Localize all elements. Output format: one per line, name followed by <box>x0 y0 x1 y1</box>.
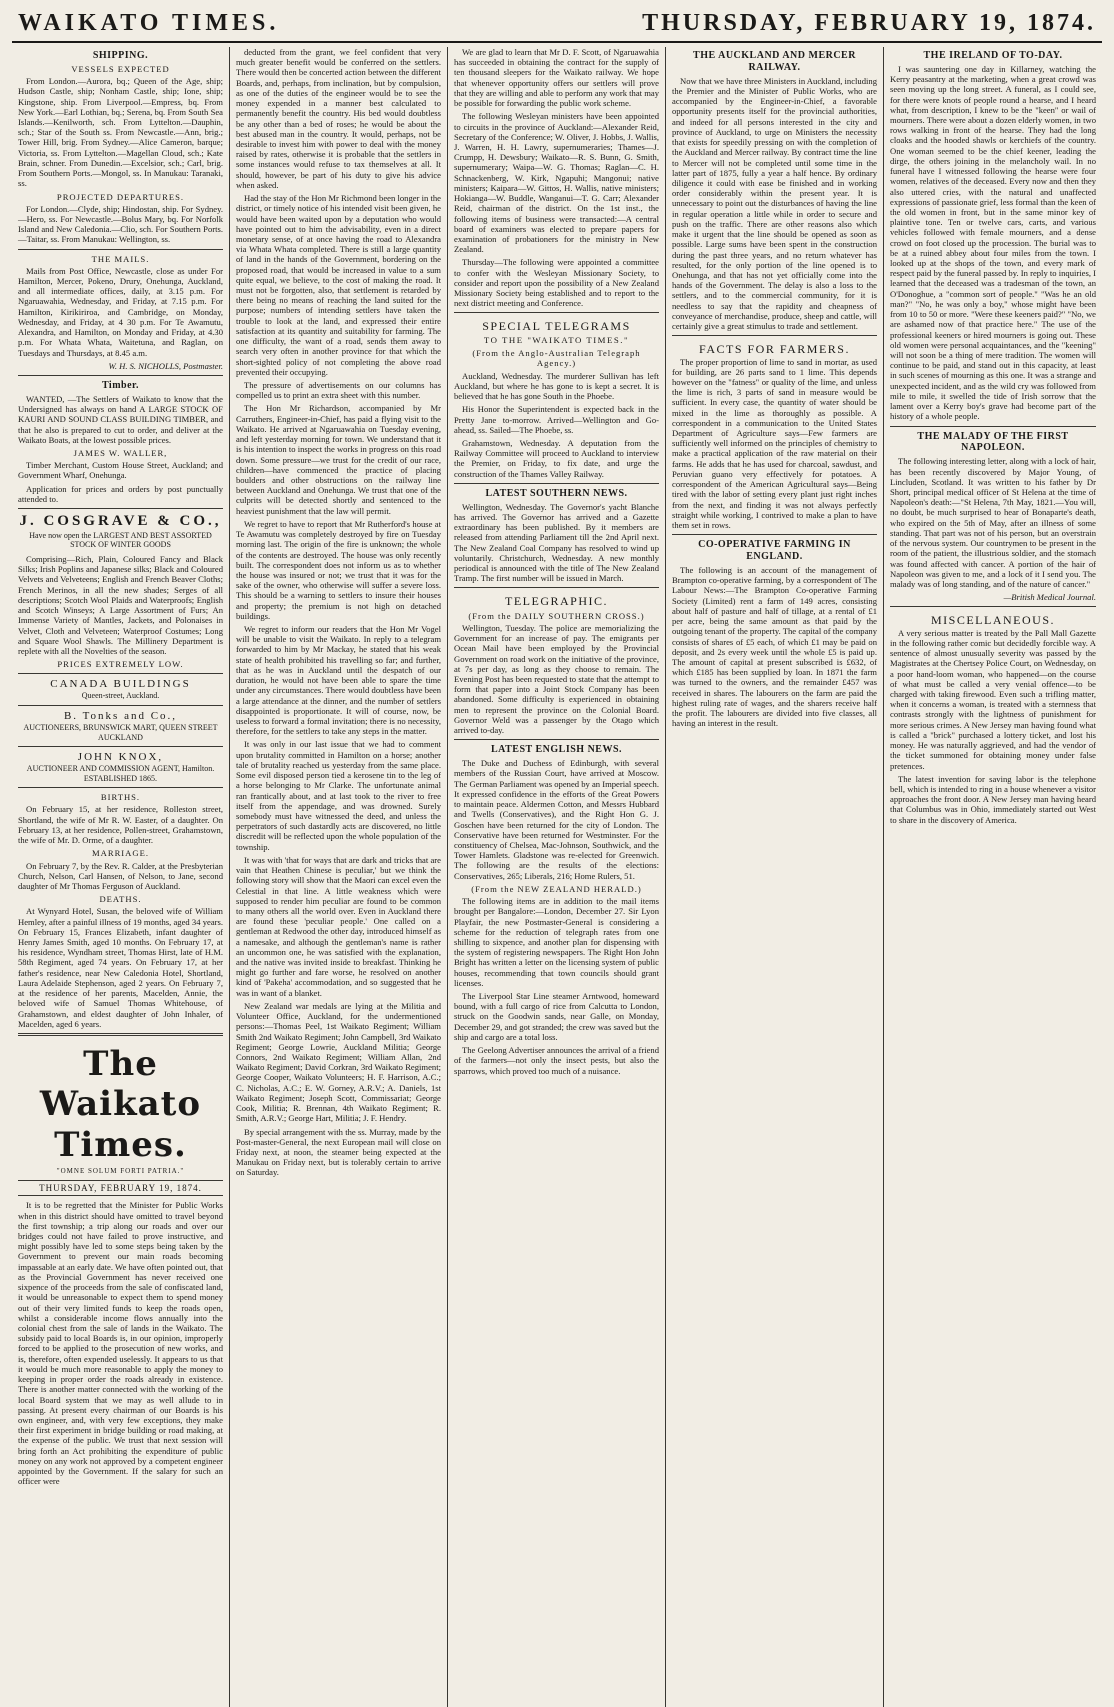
miscellaneous-heading: MISCELLANEOUS. <box>930 613 1055 628</box>
column-5 <box>884 47 1102 1707</box>
steamer-paragraph: The Liverpool Star Line steamer Arntwood, homeward bound, with a full cargo of rice from Calcutta to London, struck on the Goodwin sands, near Galle, on Monday, December 29, and got stranded; the crew was saved but the ship and cargo are a total loss. <box>454 991 659 1042</box>
missionary-paragraph: Thursday—The following were appointed a committee to confer with the Wesleyan Missionary Society, to consider and report upon the possibility of a New Zealand Missionary Society being established and to report to the next district meeting and Conference. <box>454 257 659 309</box>
richmond-paragraph: Had the stay of the Hon Mr Richmond been longer in the district, or timely notice of his intended visit been given, he would have been waited upon by a deputation who would have pointed out to him the advisability, even in a direct monetary sense, of at once having the road to Alexandra via Whata Whata completed. There is still a large quantity of land in the hands of the Government, bordering on the proposed road, that would be increased in value to a sum quite equal, we believe, to the cost of making the road. It must not be forgotten, also, that settlement is retarded by there being no means of reaching the land suited for the purpose; numbers of intending settlers have taken the trouble to look at the land, and expressed their entire satisfaction at its quantity and suitability for farming. The one difficulty, the want of a road, sends them away to search very often in another province for that which the short-sighted policy of not completing the above road prevented their occupying. <box>236 193 441 377</box>
deaths-text: At Wynyard Hotel, Susan, the beloved wife of William Hemley, after a painful illness of 19 months, aged 34 years. On February 15, Frances Elizabeth, infant daughter of Henry James Smith, aged 10 months. On February 17, at his residence, Wyndham street, Thomas Hirst, late of H.M. 58th Regiment, aged 74 years. On February 17, at her father's residence, near New Caledonia Hotel, Shortland, Laura Adelaide Stephenson, aged 2 years. On February 7, at the residence of her parents, Macelden, Annie, the beloved wife of Samuel Thomas Whitehouse, of Grahamstown, and eldest daughter of John Inhaler, of Macelden, aged 6 years. <box>18 906 223 1029</box>
column-2 <box>230 47 448 1707</box>
ireland-heading: THE IRELAND OF TO-DAY. <box>923 50 1063 61</box>
knox-established: ESTABLISHED 1865. <box>83 773 158 783</box>
births-text: On February 15, at her residence, Rolleston street, Shortland, the wife of Mr R. W. Easter, of a daughter. On February 13, at her residence, Pollen-street, Grahamstown, the wife of Mr. D. Orme, of a daughter. <box>18 804 223 846</box>
timber-address: Timber Merchant, Custom House Street, Auckland; and Government Wharf, Onehunga. <box>18 460 223 481</box>
vessels-expected-heading: VESSELS EXPECTED <box>71 63 170 74</box>
war-medals-paragraph: New Zealand war medals are lying at the Militia and Volunteer Office, Auckland, for the undermentioned persons:—Thomas Peel, 1st Waikato Regiment; William Smith 2nd Waikato Regiment; John Campbell, 3rd Waikato Regiment; George Lowrie, Auckland Militia; George Connors, 2nd Waikato Regiment; William Allan, 2nd Waikato Regiment; David Corkran, 3rd Waikato Regiment; George Cooper, Waikato Volunteers; H. F. Harrison, A.C.; C. Nicholas, A.C.; E. W. Gorney, A.R.V.; A. Daniels, 1st Waikato Regiment; Joseph Scott, Commissariat; George Cook, Militia; R. Brennan, 4th Waikato Regiment; R. Smith, A.R.V.; George Hart, Militia; J. F. Hendry. <box>236 1000 441 1124</box>
knox-name: JOHN KNOX, <box>77 751 164 764</box>
special-telegrams-text-c: Grahamstown, Wednesday. A deputation from the Railway Committee will proceed to Auckland to interview the Premier, on Friday, to fix date, and urge the construction of the Thames Valley Railway. <box>454 437 659 479</box>
latest-southern-news-text: Wellington, Wednesday. The Governor's yacht Blanche has arrived. The Governor has arrived and a Gazette extraordinary has been published. By it members are released from attending Parliament till the 2nd April next. The New Zealand Coal Company has resolved to wind up voluntarily. Christchurch, Wednesday. A new monthly periodical is announced with the title of The New Zealand Tramp. The first number will be issued in March. <box>454 501 659 584</box>
knox-sub: AUCTIONEER AND COMMISSION AGENT, Hamilton. <box>26 764 215 774</box>
miscellaneous-text-b: The latest invention for saving labor is the telephone bell, which is intended to ring in a house whenever a visitor approaches the front door. A New Jersey man having heard that Columbus was in Ohio, immediately started out West to share in the discovery of America. <box>890 773 1096 825</box>
maori-story-paragraph: It was with 'that for ways that are dark and tricks that are vain that Heathen Chinese is peculiar,' but we think the following story will show that the Maori can excel even the Celestial in that line. A little weakness which were supposed to render him peculiar are found to be common to many others all the world over. Even in Auckland there are found these 'peculiar people.' One called on a gentleman at Redwood the other day, introduced himself as a namesake, and although the gentleman's name is rather an uncommon one, he was satisfied with the explanation, and the native was invited inside to breakfast. Thinking he might go further and fare worse, he resolved on another kind of 'Pakeha' accommodation, and so suggested that he was in want of a blanket. <box>236 854 441 998</box>
vessels-expected-text: From London.—Aurora, bq.; Queen of the Age, ship; Hudson Castle, ship; Nonham Castle, ship; Ione, ship; Kingstone, ship. From Liverpool.—Empress, bq. From New York.—Earl Lothian, bq.; Serena, bq. From South Sea Islands.—Kenilworth, sch. From Lyttelton.—Dauphin, sch.; Star of the South ss. From Newcastle.—Ann, brig.; Tower Hill, brig. From Sydney.—Alice Cameron, barque; Victoria, ss. From Lyttelton.—Magellan Cloud, sch.; Kate Brain, schner. From Dunedin.—Excelsior, sch.; Carl, brig. From Southern Ports.—Mongol, ss. In Manukau: Taranaki, ss. <box>18 76 223 189</box>
special-telegrams-heading: SPECIAL TELEGRAMS <box>482 319 631 334</box>
nz-herald-source: (From the NEW ZEALAND HERALD.) <box>471 883 642 894</box>
column-1 <box>12 47 230 1707</box>
cosgrave-note: PRICES EXTREMELY LOW. <box>57 659 184 670</box>
canada-sub: Queen-street, Auckland. <box>81 691 160 701</box>
railway-text: Now that we have three Ministers in Auckland, including the Premier and the Minister of Public Works, who are accompanied by the Engineer-in-Chief, a favorable opportunity presents itself for the provincial authorities, and indeed for all persons interested in the city and province of Auckland, to urge on Ministers the necessity that exists for speedily pressing on with the completion of the Auckland and Mercer railway. By contract time the line to Mercer will not be completed until some time in the latter part of 1875, fully a year a half hence. By ordinary diligence it could with ease be finished and in working order considerably within the present year. It is unnecessary to point out the disturbances of having the line in regular operation a little while in order to secure and push on the traffic. There are other reasons also which make it urgent that the line should be opened as soon as possible. Large sums have been spent in the construction during the past three years, and no return whatever has resulted, for the only portion of the line opened is to Onehunga, and that has not yet officially come into the hands of the Government. The delay is also a loss to the settlers, and to the commercial community, for it is needless to say that the rapidity and cheapness of conveyance of merchandise, produce, sheep and cattle, will certainly give a great stimulus to trade and settlement. <box>672 75 877 332</box>
facts-for-farmers-text: The proper proportion of lime to sand in mortar, as used for building, are 26 parts sand to 1 lime. This depends however on the "fatness" or quality of the lime, and unless the lime is rich, 3 parts of sand in measure would be sufficient. In every case, the quantity of water should be mixed in the lime as thoroughly as possible. A correspondent in a communication to the United States Department of Agriculture says—Few farmers are sufficiently well informed on the principles of chemistry to make a practical application of the raw material on their farms. He adds that he has used for charcoal, sawdust, and Peruvian guano very effectively for potatoes. A correspondent of the American Agricultural says—Being tired with the labor of setting every plant just right inches from the next, and finding it was not always perfectly straight while working, I contrived to make a plan to have them set in rows. <box>672 356 877 531</box>
editorial-dateline: THURSDAY, FEBRUARY 19, 1874. <box>18 1180 223 1197</box>
extra-sheet-note: The pressure of advertisements on our columns has compelled us to print an extra sheet with this number. <box>236 380 441 401</box>
latest-southern-news-heading: LATEST SOUTHERN NEWS. <box>485 487 628 499</box>
canada-ad <box>18 678 223 701</box>
shipping-heading: SHIPPING. <box>92 50 149 61</box>
marriage-text: On February 7, by the Rev. R. Calder, at the Presbyterian Church, Nelson, Carl Hansen, of Nelson, to Jane, second daughter of Mr Thomas Ferguson of Auckland. <box>18 860 223 891</box>
richardson-visit-paragraph: The Hon Mr Richardson, accompanied by Mr Carruthers, Engineer-in-Chief, has paid a flying visit to the Waikato. He arrived at Ngaruawahia on Tuesday evening, and left yesterday morning for town. We understand that it is his intention to inspect the works in progress on this road down. Some pressure—we trust for the credit of our race, children—have commenced the practice of placing boulders and other obstructions on the railway line between Auckland and Onehunga. We trust that one of the culprits will be detected shortly and sentenced to the heaviest punishment that the law will permit. <box>236 403 441 516</box>
knox-ad <box>18 751 223 783</box>
special-telegrams-source: (From the Anglo-Australian Telegraph Agency.) <box>472 348 641 369</box>
column-3 <box>448 47 666 1707</box>
mail-paragraph: By special arrangement with the ss. Murray, made by the Post-master-General, the next European mail will close on Friday next, at noon, the steamer being expected at the Manukau on Friday next, but is tolerably certain to arrive on Saturday. <box>236 1126 441 1178</box>
special-telegrams-text-b: His Honor the Superintendent is expected back in the Pretty Jane to-morrow. Arrived—Wellington and Go-ahead, ss. Sailed—The Phoebe, ss. <box>454 404 659 435</box>
newspaper-nameplate: The Waikato Times. <box>39 1044 202 1165</box>
marriage-heading: MARRIAGE. <box>92 848 149 859</box>
cosgrave-sub: Have now open the LARGEST AND BEST ASSORTED STOCK OF WINTER GOODS <box>29 530 212 550</box>
timber-note: Application for prices and orders by post punctually attended to. <box>18 483 223 504</box>
latest-english-news-heading: LATEST ENGLISH NEWS. <box>490 744 623 756</box>
deaths-heading: DEATHS. <box>99 894 142 905</box>
latest-english-news-text: The Duke and Duchess of Edinburgh, with several members of the Russian Court, have arrived at Moscow. The German Parliament was opened by an Imperial speech. It expressed confidence in the efforts of the Great Powers to maintain peace. Aldermen Cotton, and Messrs Hubbard and Twells (Conservatives), and the Right Hon G. J. Goschen have been returned for the city of London. The Conservative have been returned for Westminster. For the constituency of Chelsea, Mac-Johnson, Southwick, and the Tower Hamlets. Gladstone was re-elected for Greenwich. The following are the results of the elections: Conservatives, 265; Liberals, 216; Home Rulers, 51. <box>454 758 659 881</box>
timber-text: WANTED, —The Settlers of Waikato to know that the Undersigned has always on hand A LARGE STOCK OF KAURI AND SOUND CLASS BUILDING TIMBER, and that he also is prepared to cut to order, and deliver at the Waikato Boats, at the lowest possible prices. <box>18 393 223 445</box>
tonks-ad <box>18 710 223 742</box>
masthead <box>12 10 1102 43</box>
cosgrave-text: Comprising—Rich, Plain, Coloured Fancy and Black Silks; Irish Poplins and Japanese silks; Black and Coloured Velvets and Velveteens; English and French Beaver Cloths; French Merinos, in all the new shades; Serges of all descriptions; Scotch Wool Plaids and Waterproofs; English and Scotch Winseys; A Large Assortment of Furs; An Immense Variety of Mantles, Jackets, and Polonaises in Velvet, Cloth and Velveteen; Waterproof Costumes; Long and Square Wool Shawls. The Millinery Department is replete with all the Novelties of the season. <box>18 553 223 656</box>
newspaper-motto: "OMNE SOLUM FORTI PATRIA." <box>56 1167 185 1176</box>
special-telegrams-subheading: TO THE "WAIKATO TIMES." <box>483 334 630 345</box>
projected-departures-text: For London.—Clyde, ship; Hindostan, ship. For Sydney.—Hero, ss. For Newcastle.—Bolus Mary, bq. For Norfolk Island and New Caledonia.—Clio, sch. For Southern Ports.—Taitar, ss. From Manukau: Wellington, ss. <box>18 203 223 245</box>
mails-heading: THE MAILS. <box>91 253 150 264</box>
projected-departures-heading: PROJECTED DEPARTURES. <box>56 191 185 202</box>
fire-paragraph: We regret to have to report that Mr Rutherford's house at Te Awamutu was completely destroyed by fire on Tuesday morning last. The origin of the fire is unknown; the whole of the contents are destroyed. The house was only recently built. The correspondent does not inform us as to whether the house was insured or not; we trust that it was for the sake of the owner, who otherwise will suffer a severe loss. This should be a warning to settlers to insure their houses and property; the premium is not high on detached buildings. <box>236 518 441 621</box>
special-telegrams-text-a: Auckland, Wednesday. The murderer Sullivan has left Auckland, but where he has gone to is kept a secret. It is believed that he has gone South in the Phoebe. <box>454 370 659 402</box>
napoleon-source: —British Medical Journal. <box>1003 592 1096 603</box>
miscellaneous-text: A very serious matter is treated by the Pall Mall Gazette in the following rather comic but decidedly forcible way. A sentence of almost unusually severity was passed by the Magistrates at the Chertsey Police Court, on Wednesday, on a poor hand-loom woman, who happened—on the course of what must be called a very venial offence—to be charged with taking firewood. Even such a trifling matter, when it concerns a woman, is treated with a sternness that contrasts strongly with the lightness of punishment for more serious crimes. A New Jersey man having found what is called a "brick" purchased a lottery ticket, and lost his money. He was naturally aggrieved, and had the vendor of the ticket summoned for obtaining money under false pretences. <box>890 627 1096 771</box>
cooperative-farming-text: The following is an account of the management of Brampton co-operative farming, by a correspondent of The Labour News:—The Brampton Co-operative Farming Society (Limited) rent a farm of 149 acres, consisting about half of pasture and half of tillage, at a rental of £1 per acre, being the same amount as that paid by the outgoing tenant of the property. The capital of the company consists of shares of £5 each, of which £1 may be paid on deposit, and 2s every week until the whole £5 is paid up. The amount of capital at present subscribed is £632, of which £185 has been supplied by loan. In 1871 the farm was turned to the owners, and the remainder £457 was received in shares. The labourers on the farm are paid the highest ruling rate of wages, and the sharers receive half the profit. The labourers are divided into five classes, all having an interest in the result. <box>672 565 877 729</box>
editorial-text: It is to be regretted that the Minister for Public Works when in this district should have omitted to travel beyond the first township; a trip along our roads and over our bridges could not have failed to prove instructive, and might possibly have led to some steps being taken by the Government to prevent our main roads becoming impassable at an early date. We have often pointed out, that as the Provincial Government has never received one sixpence of the proceeds from the sale of confiscated land, it would be unreasonable to expect them to spend money out of their very limited funds to keep the roads open, whilst a considerable income flows annually into the colonial chest from the sale of lands in the Waikato. The subsidy paid to local Boards is, in our opinion, improperly forced to be applied to the prosecution of new works, and is, therefore, often expended uselessly. It appears to us that it would be much more reasonable to apply the money to keeping in proper order the roads already in existence. There is another matter connected with the working of the local Board system that we may as well allude to in passing. At present every chairman of our Boards is his own engineer, and, with very few exceptions, they make their first experiment in bridge building or road making, at the expense of the public. We trust that next session will bring forth an Act prohibiting the expenditure of public money on any work not approved by a competent engineer appointed by the Government. If the salary for such an officer were <box>18 1200 223 1487</box>
masthead-title: WAIKATO TIMES. <box>18 10 280 36</box>
cooperative-farming-heading: CO-OPERATIVE FARMING IN ENGLAND. <box>698 539 851 563</box>
railway-heading: THE AUCKLAND AND MERCER RAILWAY. <box>693 50 856 73</box>
cosgrave-name: J. COSGRAVE & CO., <box>19 513 222 530</box>
canada-heading: CANADA BUILDINGS <box>50 678 191 691</box>
column-4 <box>666 47 884 1707</box>
births-heading: BIRTHS. <box>100 792 141 803</box>
telegraphic-source: (From the DAILY SOUTHERN CROSS.) <box>468 610 645 621</box>
sleepers-paragraph: We are glad to learn that Mr D. F. Scott, of Ngaruawahia has succeeded in obtaining the contract for the supply of ten thousand sleepers for the Waikato railway. We hope that whenever opportunity offers our settlers will prove that they are willing and able to perform any work that may be possible for forwarding the public work scheme. <box>454 47 659 109</box>
tonks-sub: AUCTIONEERS, BRUNSWICK MART, QUEEN STREET AUCKLAND <box>23 723 218 742</box>
columns <box>12 47 1102 1707</box>
telegraphic-heading: TELEGRAPHIC. <box>505 594 608 609</box>
brutality-paragraph: It was only in our last issue that we had to comment upon brutality committed in Hamilton on a horse; another tale of brutality reached us yesterday from the same place. Some evil disposed person tied a kerosene tin to the leg of a horse belonging to Mr Clarke. The unfortunate animal ran frantically about, and at last took to the river to free itself from the appendage, and was drowned. Surely somebody must have witnessed the deed, and unless the perpetrators of such dastardly acts are discovered, no little discredit will be reflected upon the whole population of the township. <box>236 739 441 852</box>
geelong-paragraph: The Geelong Advertiser announces the arrival of a friend of the farmers—not only the insect pests, but also the sparrows, which proved too much of a nuisance. <box>454 1045 659 1076</box>
timber-heading: Timber. <box>101 380 140 392</box>
napoleon-heading: THE MALADY OF THE FIRST NAPOLEON. <box>917 430 1069 454</box>
telegraphic-text: Wellington, Tuesday. The police are memorializing the Government for an increase of pay. The emigrants per Ocean Mail have been employed by the Provincial Government on road work on the initiative of the province, at 7s per day, as long as they choose to remain. The Evening Post has been requested to state that the attempt to form that paper into a Joint Stock Company has been abandoned. Some difficulty is experienced in obtaining men to represent the province on the Colonial Board. Governor Weld was a passenger by the Otago which arrived to-day. <box>454 622 659 736</box>
ireland-text: I was sauntering one day in Killarney, watching the Kerry peasantry at the marketing, when a great crowd was seen moving up the long street. A funeral, as I could see, for there were knots of people round a hearse, and I heard what, from description, I knew to be the "keen" or wail of mourners. There were about a dozen elderly women, in two rows walking in front of the hearse. They had the long cloaks and the hooded shawls or kerchiefs of the country. One woman seemed to be the chief keener, leading the dirge, the others joining in the melancholy wail. In no funeral have I witnessed following the hearse were four women, relatives of the deceased. Every now and then they also uttered cries, with the natural and unaffected expressions of passionate grief, less formal than the keen of the old women in front, but in the same minor key of plaintive tone. Ten or twelve cars, carts, and various vehicles followed with female mourners, and a dense crowd on foot closed up the procession. The burial was to be at a ruined abbey about four miles from the town. I looked up at the shops of the town, and every mark of respect paid by the funeral passed by. In reply to inquiries, I learned that the deceased was a tradesman of the town, an O'Donoghue, a "common sort of people." "Was he an old man?" "No, he was only a boy," whose might have been from 10 to 50 or more. "Were these keeners paid?" "No, we are ashamed now of that practice here." The use of the professional keeners or hired mourners is going out. These old women were personal acquaintances, and the "keening" will not soon be a thing of mere tradition. The women will continue to be paid, and stand out in this capacity, at least in such scenes of mourning as this one. It was a strange and unexpected incident, and as the wild cry was followed from mile to mile, it swelled the tide of Irish sorrow that the lament over a Kerry boy's grave had become part of the history of a whole people. <box>890 63 1096 422</box>
mails-text: Mails from Post Office, Newcastle, close as under For Hamilton, Mercer, Pokeno, Drury, Onehunga, Auckland, and all intermediate offices, daily, at 3.15 p.m. For Ngaruawahia, Wednesday, and Friday, at 7.15 p.m. For Hamilton, Kirikiriroa, and Cambridge, on Monday, Wednesday, and Friday, at 4 30 p.m. For Te Awamutu, Alexandra, and Hamilton, on Monday and Friday, at 4.30 p.m. For Whata Whata, Waitetuna, and Raglan, on Tuesdays and Thursdays, at 8.45 a.m. <box>18 265 223 358</box>
masthead-date: THURSDAY, FEBRUARY 19, 1874. <box>642 10 1096 36</box>
cosgrave-ad <box>18 513 223 550</box>
napoleon-text: The following interesting letter, along with a lock of hair, has been recently discovered by Major Young, of Lincluden, Scotland. It was written to his father by Dr Short, principal medical officer of St Helena at the time of Napoleon's death:—"St Helena, 7th May, 1821.—You will, no doubt, be much surprised to hear of Bonaparte's death, who expired on the 5th of May, after an illness of some standing. That part was not of his person, but an overstrain of the nervous system. Our countrymen to be present in the room of the patient, the illustrious soldier, and the stomach was found affected with cancer. A portion of the hair of Napoleon was given to me, and a lock of it I send you. The malady was of long standing, and of the nature of cancer." <box>890 456 1096 589</box>
wesleyan-paragraph: The following Wesleyan ministers have been appointed to circuits in the province of Auckland:—Alexander Reid, Secretary of the Conference; W. Oliver, J. Hobbs, J. Wallis, J. Warren, H. H. Lawry, supernumeraries; Thames—J. Crumpp, H. Dewsbury; Waikato—R. S. Bunn, G. Smith, supernumerary; Waipa—W. G. Thomas; Raglan—C. H. Schnackenberg, W. Kirk, Ngapuhi; Mangonui; native ministers; Kaipara—W. Gittos, H. Wallis, native ministers; Hokianga—W. Buddle, Wanganui—T. G. Carr; Alexander Reid, chairman of the district. On the 1st inst., the following items of business were transacted:—A central board of examiners was elected to prepare papers for examination of probationers for the ministry in New Zealand. <box>454 111 659 255</box>
tonks-name: B. Tonks and Co., <box>63 709 178 722</box>
vogel-paragraph: We regret to inform our readers that the Hon Mr Vogel will be unable to visit the Waikato. In reply to a telegram forwarded to him by Mr Mackay, he stated that his weak state of health prohibited his travelling so far; and further, that as he was in Auckland until the despatch of our duration, he would not have been able to spare the time under any circumstances. There would doubtless have been a large attendance at the dinner, and the number of settlers disappointed is proportionate. It will of course, now, be useless to forward a formal invitation; there is no necessity, therefore, for the settlers to take any steps in the matter. <box>236 624 441 737</box>
mails-signature: W. H. S. NICHOLLS, Postmaster. <box>108 360 223 371</box>
nz-herald-text: The following items are in addition to the mail items brought per Bangalore:—London, December 27. Sir Lyon Playfair, the new Postmaster-General is considering a scheme for the reduction of telegraph rates from one shilling to sixpence, and another plan for dispensing with the system of registering newspapers. The Right Hon John Bright has written a letter on the licensing system of public houses, recommending that town councils should grant licenses. <box>454 896 659 988</box>
timber-signature: JAMES W. WALLER, <box>73 448 168 458</box>
facts-for-farmers-heading: FACTS FOR FARMERS. <box>699 342 850 357</box>
editorial-continued: deducted from the grant, we feel confident that very much greater benefit would be conferred on the settlers. There would then be concerted action between the different Boards, and, perhaps, from inclination, but by compulsion, as one of the duties of the engineer would be to see the money expended in a manner best calculated to permanently benefit the country. His bed would doubtless be any other than a bed of roses; he would be about the best abused man in the country. It would, perhaps, not be desirable to invest him with power to deal with the money raised by rates, otherwise it is probable that the settlers in some instances would refuse to tax themselves at all. It should, however, be part of his duty to give his advice when asked. <box>236 47 441 190</box>
